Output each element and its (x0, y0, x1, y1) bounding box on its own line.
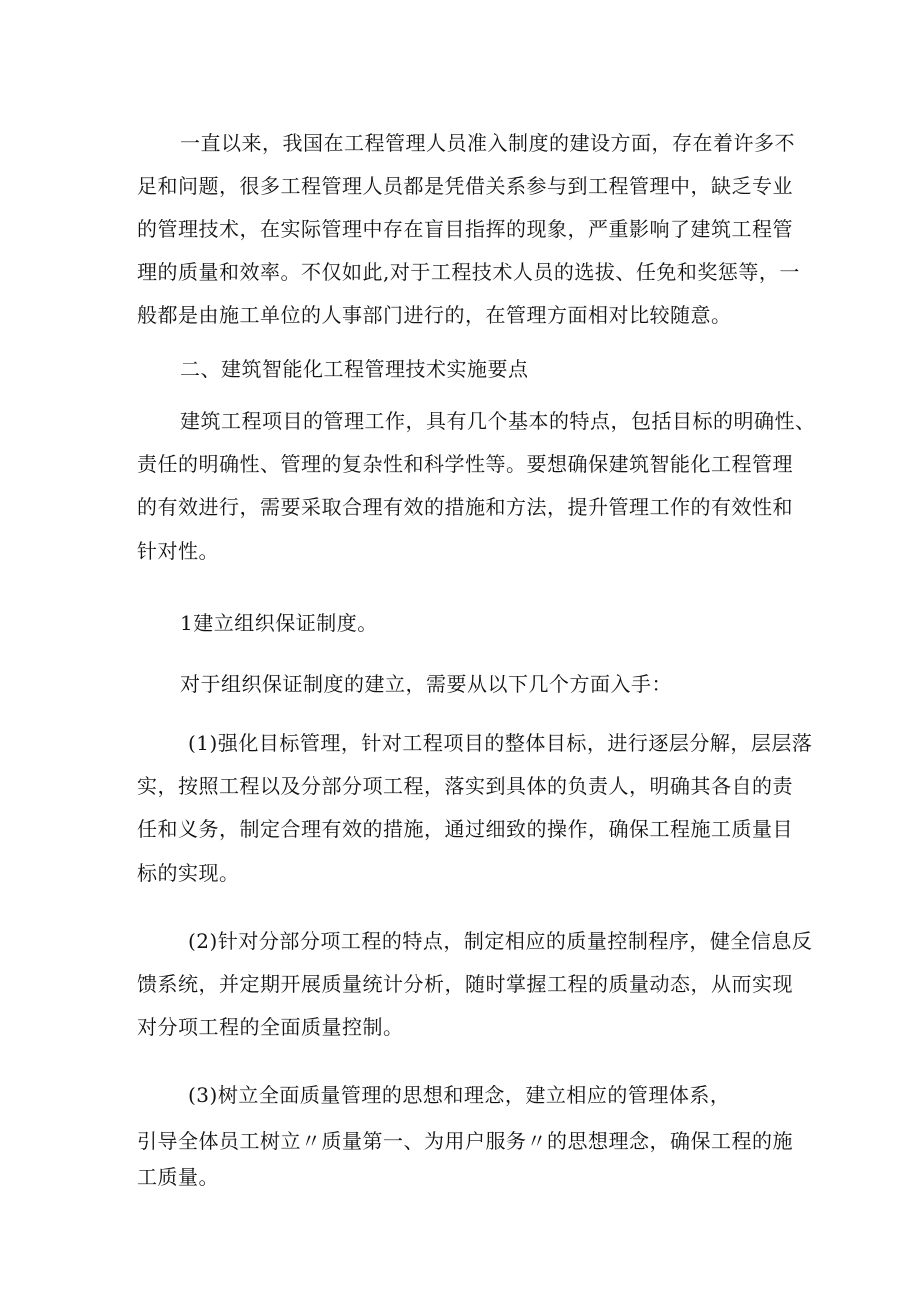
text-line: 馈系统，并定期开展质量统计分析，随时掌握工程的质量动态，从而实现 (137, 972, 793, 996)
text-line: 对于组织保证制度的建立，需要从以下几个方面入手： (180, 672, 672, 696)
text-line: 对分项工程的全面质量控制。 (137, 1015, 404, 1039)
text-line: 标的实现。 (137, 861, 240, 885)
text-line: 的有效进行，需要采取合理有效的措施和方法，提升管理工作的有效性和 (137, 495, 793, 519)
text-line: 一直以来，我国在工程管理人员准入制度的建设方面，存在着许多不 (180, 131, 795, 155)
text-line: 理的质量和效率。不仅如此,对于工程技术人员的选拔、任免和奖惩等，一 (137, 260, 800, 284)
text-line: 任和义务，制定合理有效的措施，通过细致的操作，确保工程施工质量目 (137, 817, 793, 841)
text-line: 般都是由施工单位的人事部门进行的，在管理方面相对比较随意。 (137, 303, 732, 327)
text-line: 针对性。 (137, 539, 219, 563)
heading-text: 二、建筑智能化工程管理技术实施要点 (180, 357, 529, 381)
text-line: 工质量。 (137, 1165, 219, 1189)
text-line: (1)强化目标管理，针对工程项目的整体目标，进行逐层分解，层层落 (188, 731, 813, 755)
text-line: 责任的明确性、管理的复杂性和科学性等。要想确保建筑智能化工程管理 (137, 452, 793, 476)
text-line: 的管理技术，在实际管理中存在盲目指挥的现象，严重影响了建筑工程管 (137, 217, 793, 241)
text-line: 足和问题，很多工程管理人员都是凭借关系参与到工程管理中，缺乏专业 (137, 174, 793, 198)
text-line: (2)针对分部分项工程的特点，制定相应的质量控制程序，健全信息反 (188, 929, 813, 953)
text-line: 实，按照工程以及分部分项工程，落实到具体的负责人，明确其各自的责 (137, 774, 793, 798)
text-line: 引导全体员工树立〃质量第一、为用户服务〃的思想理念，确保工程的施 (137, 1129, 793, 1153)
text-line: 建筑工程项目的管理工作，具有几个基本的特点，包括目标的明确性、 (180, 409, 816, 433)
heading-text: 1建立组织保证制度。 (180, 611, 378, 635)
text-line: (3)树立全面质量管理的思想和理念，建立相应的管理体系， (188, 1083, 731, 1107)
